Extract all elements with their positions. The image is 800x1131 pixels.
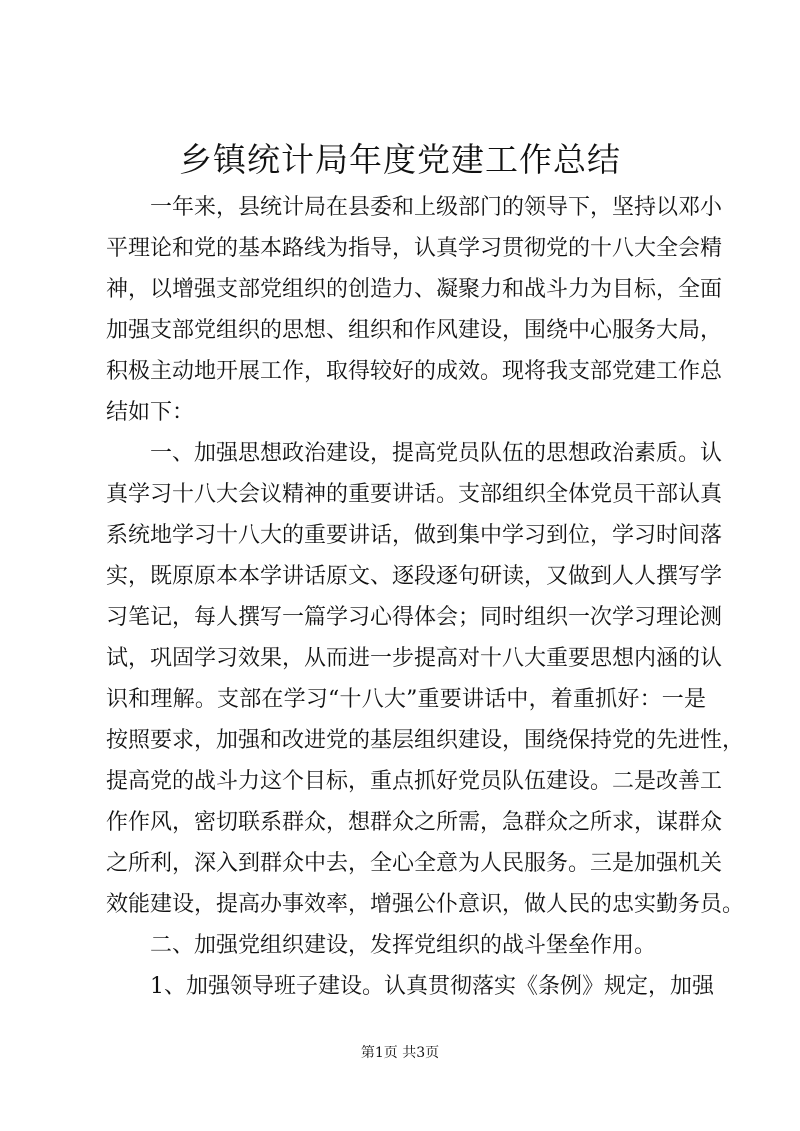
paragraph-line: 效能建设，提高办事效率，增强公仆意识，做人民的忠实勤务员。 <box>106 892 745 917</box>
paragraph-line: 平理论和党的基本路线为指导，认真学习贯彻党的十八大全会精 <box>106 236 723 261</box>
paragraph-line: 按照要求，加强和改进党的基层组织建设，围绕保持党的先进性， <box>106 728 745 753</box>
paragraph-line: 真学习十八大会议精神的重要讲话。支部组织全体党员干部认真 <box>106 482 723 507</box>
paragraph-line: 结如下： <box>106 400 195 425</box>
page-footer: 第1页 共3页 <box>360 1045 440 1061</box>
paragraph-line: 试，巩固学习效果，从而进一步提高对十八大重要思想内涵的认 <box>106 646 723 671</box>
paragraph-line: 神，以增强支部党组织的创造力、凝聚力和战斗力为目标，全面 <box>106 277 723 302</box>
paragraph-line: 提高党的战斗力这个目标，重点抓好党员队伍建设。二是改善工 <box>106 769 723 794</box>
paragraph-line: 系统地学习十八大的重要讲话，做到集中学习到位，学习时间落 <box>106 523 723 548</box>
paragraph-line: 加强支部党组织的思想、组织和作风建设，围绕中心服务大局， <box>106 318 723 343</box>
document-title: 乡镇统计局年度党建工作总结 <box>179 140 621 179</box>
paragraph-line: 实，既原原本本学讲话原文、逐段逐句研读，又做到人人撰写学 <box>106 564 723 589</box>
paragraph-line: 习笔记，每人撰写一篇学习心得体会；同时组织一次学习理论测 <box>106 605 723 630</box>
section-heading-line: 二、加强党组织建设，发挥党组织的战斗堡垒作用。 <box>150 933 657 958</box>
paragraph-line: 积极主动地开展工作，取得较好的成效。现将我支部党建工作总 <box>106 359 723 384</box>
paragraph-line: 一、加强思想政治建设，提高党员队伍的思想政治素质。认 <box>150 441 723 466</box>
paragraph-line: 识和理解。支部在学习“十八大”重要讲话中，着重抓好：一是 <box>106 687 706 712</box>
paragraph-line: 1、加强领导班子建设。认真贯彻落实《条例》规定，加强 <box>150 974 714 999</box>
paragraph-line: 作作风，密切联系群众，想群众之所需，急群众之所求，谋群众 <box>106 810 723 835</box>
paragraph-line: 一年来，县统计局在县委和上级部门的领导下，坚持以邓小 <box>150 195 723 220</box>
document-body <box>106 187 745 1007</box>
paragraph-line: 之所利，深入到群众中去，全心全意为人民服务。三是加强机关 <box>106 851 723 876</box>
